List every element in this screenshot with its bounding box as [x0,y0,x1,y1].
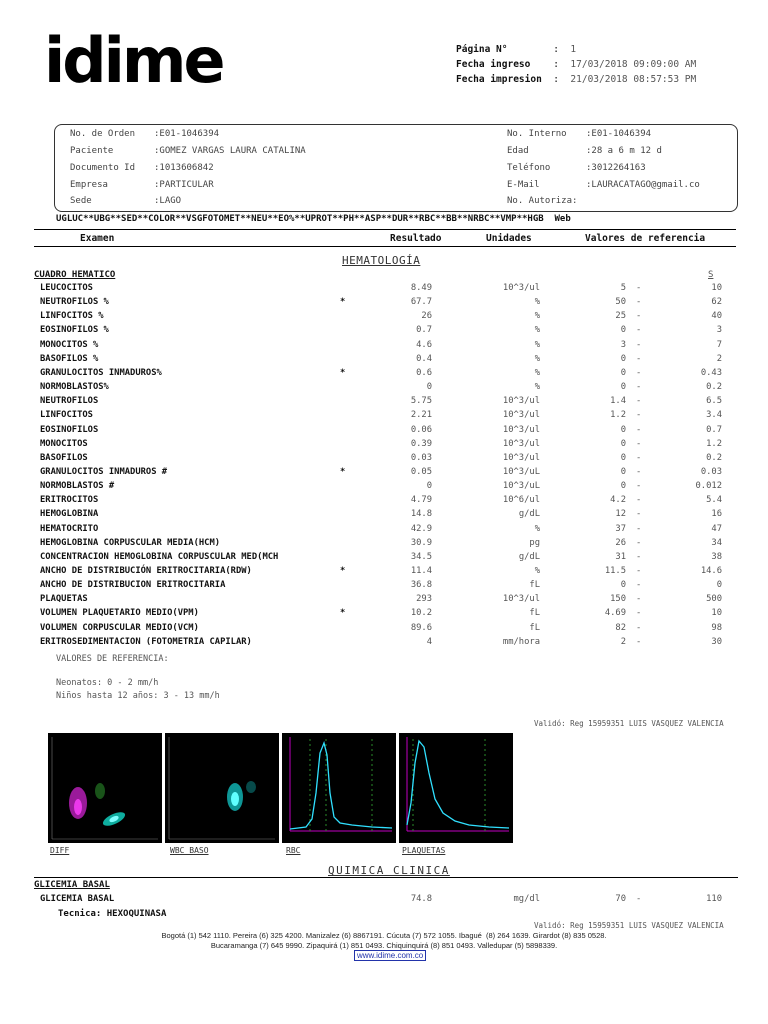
impresion-value: 21/03/2018 08:57:53 PM [570,74,697,85]
unit: % [534,353,540,364]
unit: % [534,367,540,378]
test-name: GRANULOCITOS INMADUROS% [40,367,162,378]
ref-dash: - [636,382,642,393]
ref-high: 2 [716,353,722,364]
plaquetas-histogram-svg [399,733,513,843]
group-mark: S [708,270,714,280]
ref-high: 34 [711,537,722,548]
page-value: 1 [570,44,577,55]
ref-dash: - [636,509,642,520]
unit: 10^3/ul [502,438,540,449]
unit: % [534,297,540,308]
test-name: LEUCOCITOS [40,283,93,293]
unit: 10^3/uL [502,466,540,477]
ref-dash: - [636,566,642,576]
test-name: MONOCITOS % [40,339,99,350]
col-referencia: Valores de referencia [585,233,706,244]
wbc-baso-plot-label: WBC_BASO [170,846,209,855]
test-name: ANCHO DE DISTRIBUCION ERITROCITARIA [40,580,226,591]
flag-star: * [340,466,346,477]
header-rule-top [34,229,736,230]
ref-high: 40 [711,311,722,322]
test-codes-line: UGLUC**UBG**SED**COLOR**VSGFOTOMET**NEU**EO%**UPROT**PH**ASP**DUR**RBC**BB**NRBC**VMP**HGB Web [56,214,571,224]
ref-low: 0 [620,481,626,492]
rbc-plot-label: RBC [286,846,301,855]
result-row [0,453,768,467]
ref-dash: - [636,636,642,647]
result-row [0,524,768,538]
ref-dash: - [636,297,642,308]
diff-plot-label: DIFF [50,846,70,855]
ref-dash: - [636,622,642,633]
test-name: VOLUMEN CORPUSCULAR MEDIO(VCM) [40,622,199,633]
result-row [0,509,768,523]
ref-high: 5.4 [706,495,722,506]
result-row [0,495,768,509]
result-row [0,297,768,311]
result-row [0,552,768,566]
unit: 10^3/ul [502,283,540,293]
ref-high: 3.4 [706,410,722,421]
result-row [0,481,768,495]
ref-high: 10 [711,283,722,293]
website-link[interactable]: www.idime.com.co [354,950,426,961]
result-value: 0.39 [410,438,432,449]
test-name: BASOFILOS [40,452,88,463]
result-row [0,608,768,622]
col-unidades: Unidades [486,233,532,244]
ref-dash: - [636,537,642,548]
ref-dash: - [636,311,642,322]
ref-high: 0.012 [695,481,722,492]
wbc-baso-scatter-svg [165,733,279,843]
ref-low: 82 [615,622,626,633]
ref-high: 500 [706,594,722,605]
telefono-value: :3012264163 [586,163,646,173]
unit: 10^3/uL [502,481,540,492]
idime-logo: idime [44,24,223,97]
result-value: 4.79 [410,495,432,506]
result-value: 30.9 [410,537,432,548]
impresion-label: Fecha impresion [456,74,542,85]
header-rule-bottom [34,246,736,247]
ref-dash: - [636,523,642,534]
impresion-line: Fecha impresion : 21/03/2018 08:57:53 PM [456,74,697,85]
flag-star: * [340,297,346,308]
ref-high: 38 [711,551,722,562]
test-name: EOSINOFILOS % [40,325,109,336]
test-name: EOSINOFILOS [40,424,99,435]
ref-high: 16 [711,509,722,520]
result-row [0,311,768,325]
ref-high: 0 [716,580,722,591]
result-row [0,580,768,594]
unit: 10^6/ul [502,495,540,506]
test-name: PLAQUETAS [40,594,88,605]
ref-high: 0.7 [706,424,722,435]
test-name: ERITROSEDIMENTACION (FOTOMETRIA CAPILAR) [40,636,252,647]
ref-low: 31 [615,551,626,562]
ref-low: 11.5 [604,566,626,576]
ingreso-value: 17/03/2018 09:09:00 AM [570,59,697,70]
validated-signature-2: Validó: Reg 15959351 LUIS VASQUEZ VALENCIA [534,921,724,930]
ref-low: 25 [615,311,626,322]
ref-dash: - [636,396,642,407]
test-name: HEMOGLOBINA CORPUSCULAR MEDIA(HCM) [40,537,221,548]
ref-high: 7 [716,339,722,350]
edad-value: :28 a 6 m 12 d [586,146,662,156]
result-value: 67.7 [410,297,432,308]
flag-star: * [340,566,346,576]
test-name: NORMOBLASTOS # [40,481,115,492]
ref-low: 12 [615,509,626,520]
documento-value: :1013606842 [154,163,214,173]
result-row [0,410,768,424]
test-name: HEMOGLOBINA [40,509,99,520]
result-value: 34.5 [410,551,432,562]
test-name: VOLUMEN PLAQUETARIO MEDIO(VPM) [40,608,199,619]
result-value: 0.05 [410,466,432,477]
unit: % [534,311,540,322]
test-name: HEMATOCRITO [40,523,99,534]
result-row [0,425,768,439]
result-row [0,439,768,453]
ref-low: 0 [620,325,626,336]
ref-high: 0.2 [706,452,722,463]
unit: pg [529,537,540,548]
result-row [0,538,768,552]
col-examen: Examen [80,233,115,244]
ref-low: 4.2 [610,495,626,506]
ingreso-line: Fecha ingreso : 17/03/2018 09:09:00 AM [456,59,697,70]
test-name: NEUTROFILOS [40,396,99,407]
ref-dash: - [636,353,642,364]
email-value: :LAURACATAGO@gmail.co [586,180,700,190]
ref-high: 62 [711,297,722,308]
unit: fL [529,622,540,633]
interno-value: :E01-1046394 [586,129,652,139]
sede-label: Sede [70,196,92,206]
page-number-line: Página N° : 1 [456,44,577,55]
plaquetas-histogram [399,733,513,843]
ref-high: 30 [711,636,722,647]
result-value: 0.6 [416,367,432,378]
ref-dash: - [636,466,642,477]
unit: mm/hora [502,636,540,647]
diff-scatter-plot [48,733,162,843]
ref-dash: - [636,481,642,492]
ref-dash: - [636,608,642,619]
result-value: 0.4 [416,353,432,364]
ref-low: 0 [620,367,626,378]
rbc-histogram-svg [282,733,396,843]
flag-star: * [340,367,346,378]
unit: fL [529,608,540,619]
result-value: 5.75 [410,396,432,407]
empresa-label: Empresa [70,180,108,190]
ref-dash: - [636,339,642,350]
unit: 10^3/ul [502,452,540,463]
ref-low: 5 [620,283,626,293]
result-row [0,637,768,651]
diff-scatter-svg [48,733,162,843]
test-name: LINFOCITOS [40,410,93,421]
result-value: 42.9 [410,523,432,534]
result-row [0,594,768,608]
ref-low: 0 [620,382,626,393]
result-value: 293 [416,594,432,605]
ref-dash: - [636,424,642,435]
glicemia-low: 70 [615,894,626,904]
unit: % [534,325,540,336]
ref-dash: - [636,452,642,463]
result-row [0,396,768,410]
result-value: 11.4 [410,566,432,576]
test-name: MONOCITOS [40,438,88,449]
unit: % [534,523,540,534]
ref-low: 0 [620,438,626,449]
ref-low: 2 [620,636,626,647]
footer-phones-line1: Bogotá (1) 542 1110. Pereira (6) 325 4200. Manizalez (6) 8867191. Cúcuta (7) 572 1055. Ibagué (8) 264 1639. Girardot (8) 835 0528. [161,931,607,940]
tecnica-line: Tecnica: HEXOQUINASA [58,909,167,919]
ref-dash: - [636,580,642,591]
unit: g/dL [518,551,540,562]
result-row [0,566,768,580]
result-row [0,325,768,339]
unit: g/dL [518,509,540,520]
ref-high: 0.2 [706,382,722,393]
ref-low: 26 [615,537,626,548]
result-value: 4.6 [416,339,432,350]
ref-low: 1.4 [610,396,626,407]
ref-high: 47 [711,523,722,534]
ref-low: 37 [615,523,626,534]
ref-low: 1.2 [610,410,626,421]
result-value: 10.2 [410,608,432,619]
ref-note-neonatos: Neonatos: 0 - 2 mm/h [56,678,159,688]
ref-dash: - [636,367,642,378]
documento-label: Documento Id [70,163,136,173]
autoriza-label: No. Autoriza: [507,196,578,206]
result-row [0,368,768,382]
sede-value: :LAGO [154,196,182,206]
email-label: E-Mail [507,180,540,190]
ref-low: 0 [620,466,626,477]
unit: 10^3/ul [502,424,540,435]
result-value: 0 [426,382,432,393]
ref-dash: - [636,325,642,336]
ref-dash: - [636,283,642,293]
ingreso-label: Fecha ingreso [456,59,531,70]
unit: 10^3/ul [502,410,540,421]
ref-high: 1.2 [706,438,722,449]
unit: % [534,566,540,576]
unit: fL [529,580,540,591]
ref-low: 0 [620,580,626,591]
test-name: CONCENTRACION HEMOGLOBINA CORPUSCULAR MED(MCH [40,551,279,562]
result-value: 36.8 [410,580,432,591]
test-name: BASOFILOS % [40,353,99,364]
quimica-rule [34,877,738,878]
test-name: ERITROCITOS [40,495,99,506]
unit: 10^3/ul [502,594,540,605]
ref-low: 150 [610,594,626,605]
edad-label: Edad [507,146,529,156]
glicemia-result: 74.8 [410,894,432,904]
rbc-histogram [282,733,396,843]
test-name: NEUTROFILOS % [40,297,109,308]
orden-value: :E01-1046394 [154,129,220,139]
ref-note-title: VALORES DE REFERENCIA: [56,654,169,664]
result-row [0,623,768,637]
result-value: 8.49 [410,283,432,293]
result-row [0,283,768,297]
orden-label: No. de Orden [70,129,136,139]
page-label: Página N° [456,44,508,55]
ref-dash: - [636,551,642,562]
interno-label: No. Interno [507,129,567,139]
paciente-value: :GOMEZ VARGAS LAURA CATALINA [154,146,306,156]
test-name: ANCHO DE DISTRIBUCIÓN ERITROCITARIA(RDW) [40,566,252,576]
result-row [0,467,768,481]
ref-low: 0 [620,452,626,463]
glicemia-unit: mg/dl [513,894,540,904]
hematologia-title: HEMATOLOGÍA [342,254,421,267]
wbc-baso-scatter-plot [165,733,279,843]
unit: % [534,339,540,350]
result-value: 2.21 [410,410,432,421]
paciente-label: Paciente [70,146,114,156]
ref-low: 4.69 [604,608,626,619]
col-resultado: Resultado [390,233,442,244]
result-value: 89.6 [410,622,432,633]
result-value: 0.03 [410,452,432,463]
ref-dash: - [636,495,642,506]
ref-dash: - [636,438,642,449]
glicemia-group-title: GLICEMIA BASAL [34,880,110,890]
plaquetas-plot-label: PLAQUETAS [402,846,446,855]
ref-note-ninos: Niños hasta 12 años: 3 - 13 mm/h [56,691,220,701]
ref-low: 0 [620,424,626,435]
result-row [0,382,768,396]
glicemia-row [0,894,768,908]
glicemia-name: GLICEMIA BASAL [40,894,115,904]
telefono-label: Teléfono [507,163,551,173]
result-row [0,340,768,354]
ref-high: 10 [711,608,722,619]
glicemia-high: 110 [706,894,722,904]
result-value: 0 [426,481,432,492]
ref-high: 0.03 [700,466,722,477]
ref-high: 0.43 [700,367,722,378]
ref-high: 98 [711,622,722,633]
ref-dash: - [636,594,642,605]
result-value: 14.8 [410,509,432,520]
result-value: 0.06 [410,424,432,435]
ref-dash: - [636,410,642,421]
result-value: 26 [421,311,432,322]
unit: % [534,382,540,393]
footer-phones-line2: Bucaramanga (7) 645 9990. Zipaquirá (1) 851 0493. Chiquinquirá (8) 851 0493. Valledupar (5) 5898339. [210,941,558,950]
unit: 10^3/ul [502,396,540,407]
test-name: NORMOBLASTOS% [40,382,109,393]
result-value: 4 [426,636,432,647]
ref-high: 14.6 [700,566,722,576]
test-name: GRANULOCITOS INMADUROS # [40,466,168,477]
ref-high: 3 [716,325,722,336]
ref-low: 0 [620,353,626,364]
ref-low: 50 [615,297,626,308]
test-name: LINFOCITOS % [40,311,104,322]
ref-low: 3 [620,339,626,350]
quimica-title: QUIMICA CLINICA [328,864,450,877]
empresa-value: :PARTICULAR [154,180,214,190]
result-value: 0.7 [416,325,432,336]
glicemia-dash: - [636,894,642,904]
flag-star: * [340,608,346,619]
cuadro-hematico-title: CUADRO HEMATICO [34,270,116,280]
validated-signature-1: Validó: Reg 15959351 LUIS VASQUEZ VALENCIA [534,719,724,728]
result-row [0,354,768,368]
ref-high: 6.5 [706,396,722,407]
